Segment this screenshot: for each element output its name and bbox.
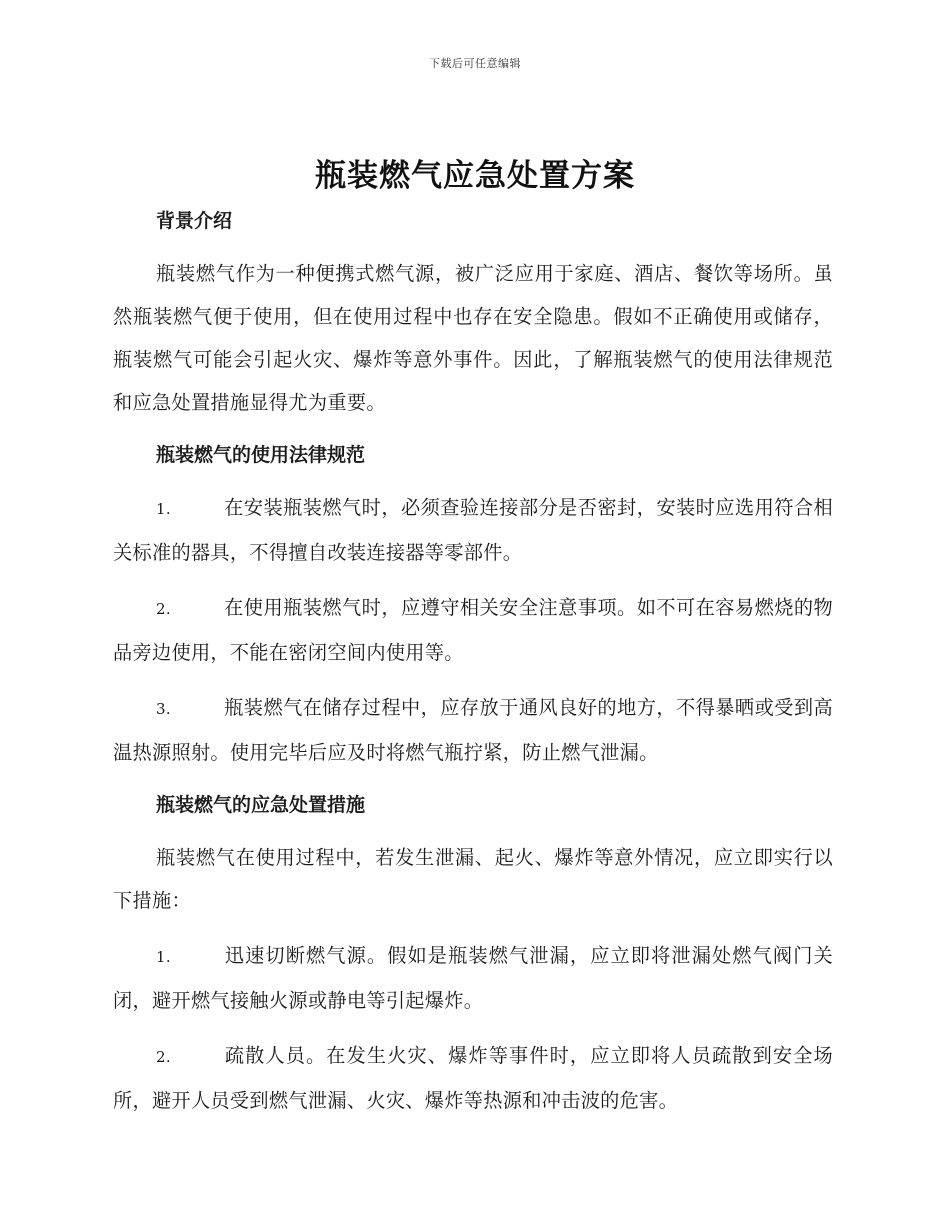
section-heading-emergency: 瓶装燃气的应急处置措施 [156, 794, 366, 816]
emergency-intro-paragraph: 瓶装燃气在使用过程中，若发生泄漏、起火、爆炸等意外情况，应立即实行以下措施： [113, 846, 833, 912]
header-note: 下载后可任意编辑 [429, 57, 521, 70]
list-item-number: 1. [156, 500, 171, 518]
list-item-text: 在使用瓶装燃气时，应遵守相关安全注意事项。如不可在容易燃烧的物品旁边使用，不能在密闭空间内使用等。 [113, 596, 833, 664]
list-item-text: 疏散人员。在发生火灾、爆炸等事件时，应立即将人员疏散到安全场所，避开人员受到燃气泄漏、火灾、爆炸等热源和冲击波的危害。 [113, 1044, 833, 1112]
document-body [113, 202, 833, 1122]
list-item-number: 2. [156, 1048, 171, 1066]
list-item [113, 1034, 833, 1122]
list-item-text: 在安装瓶装燃气时，必须查验连接部分是否密封，安装时应选用符合相关标准的器具，不得擅自改装连接器等零部件。 [113, 496, 833, 564]
list-item-number: 1. [156, 948, 171, 966]
list-item-text: 迅速切断燃气源。假如是瓶装燃气泄漏，应立即将泄漏处燃气阀门关闭，避开燃气接触火源或静电等引起爆炸。 [113, 944, 833, 1012]
list-item-number: 3. [156, 700, 171, 718]
list-item [113, 934, 833, 1022]
list-item-text: 瓶装燃气在储存过程中，应存放于通风良好的地方，不得暴晒或受到高温热源照射。使用完毕后应及时将燃气瓶拧紧，防止燃气泄漏。 [113, 696, 833, 764]
page-title: 瓶装燃气应急处置方案 [315, 158, 635, 194]
section-heading-background: 背景介绍 [156, 210, 233, 232]
list-item-number: 2. [156, 600, 171, 618]
background-paragraph: 瓶装燃气作为一种便携式燃气源，被广泛应用于家庭、酒店、餐饮等场所。虽然瓶装燃气便于使用，但在使用过程中也存在安全隐患。假如不正确使用或储存，瓶装燃气可能会引起火灾、爆炸等意外事件。因此，了解瓶装燃气的使用法律规范和应急处置措施显得尤为重要。 [113, 262, 833, 414]
list-item [113, 686, 833, 774]
list-item [113, 586, 833, 674]
section-heading-regulations: 瓶装燃气的使用法律规范 [156, 444, 366, 466]
list-item [113, 486, 833, 574]
